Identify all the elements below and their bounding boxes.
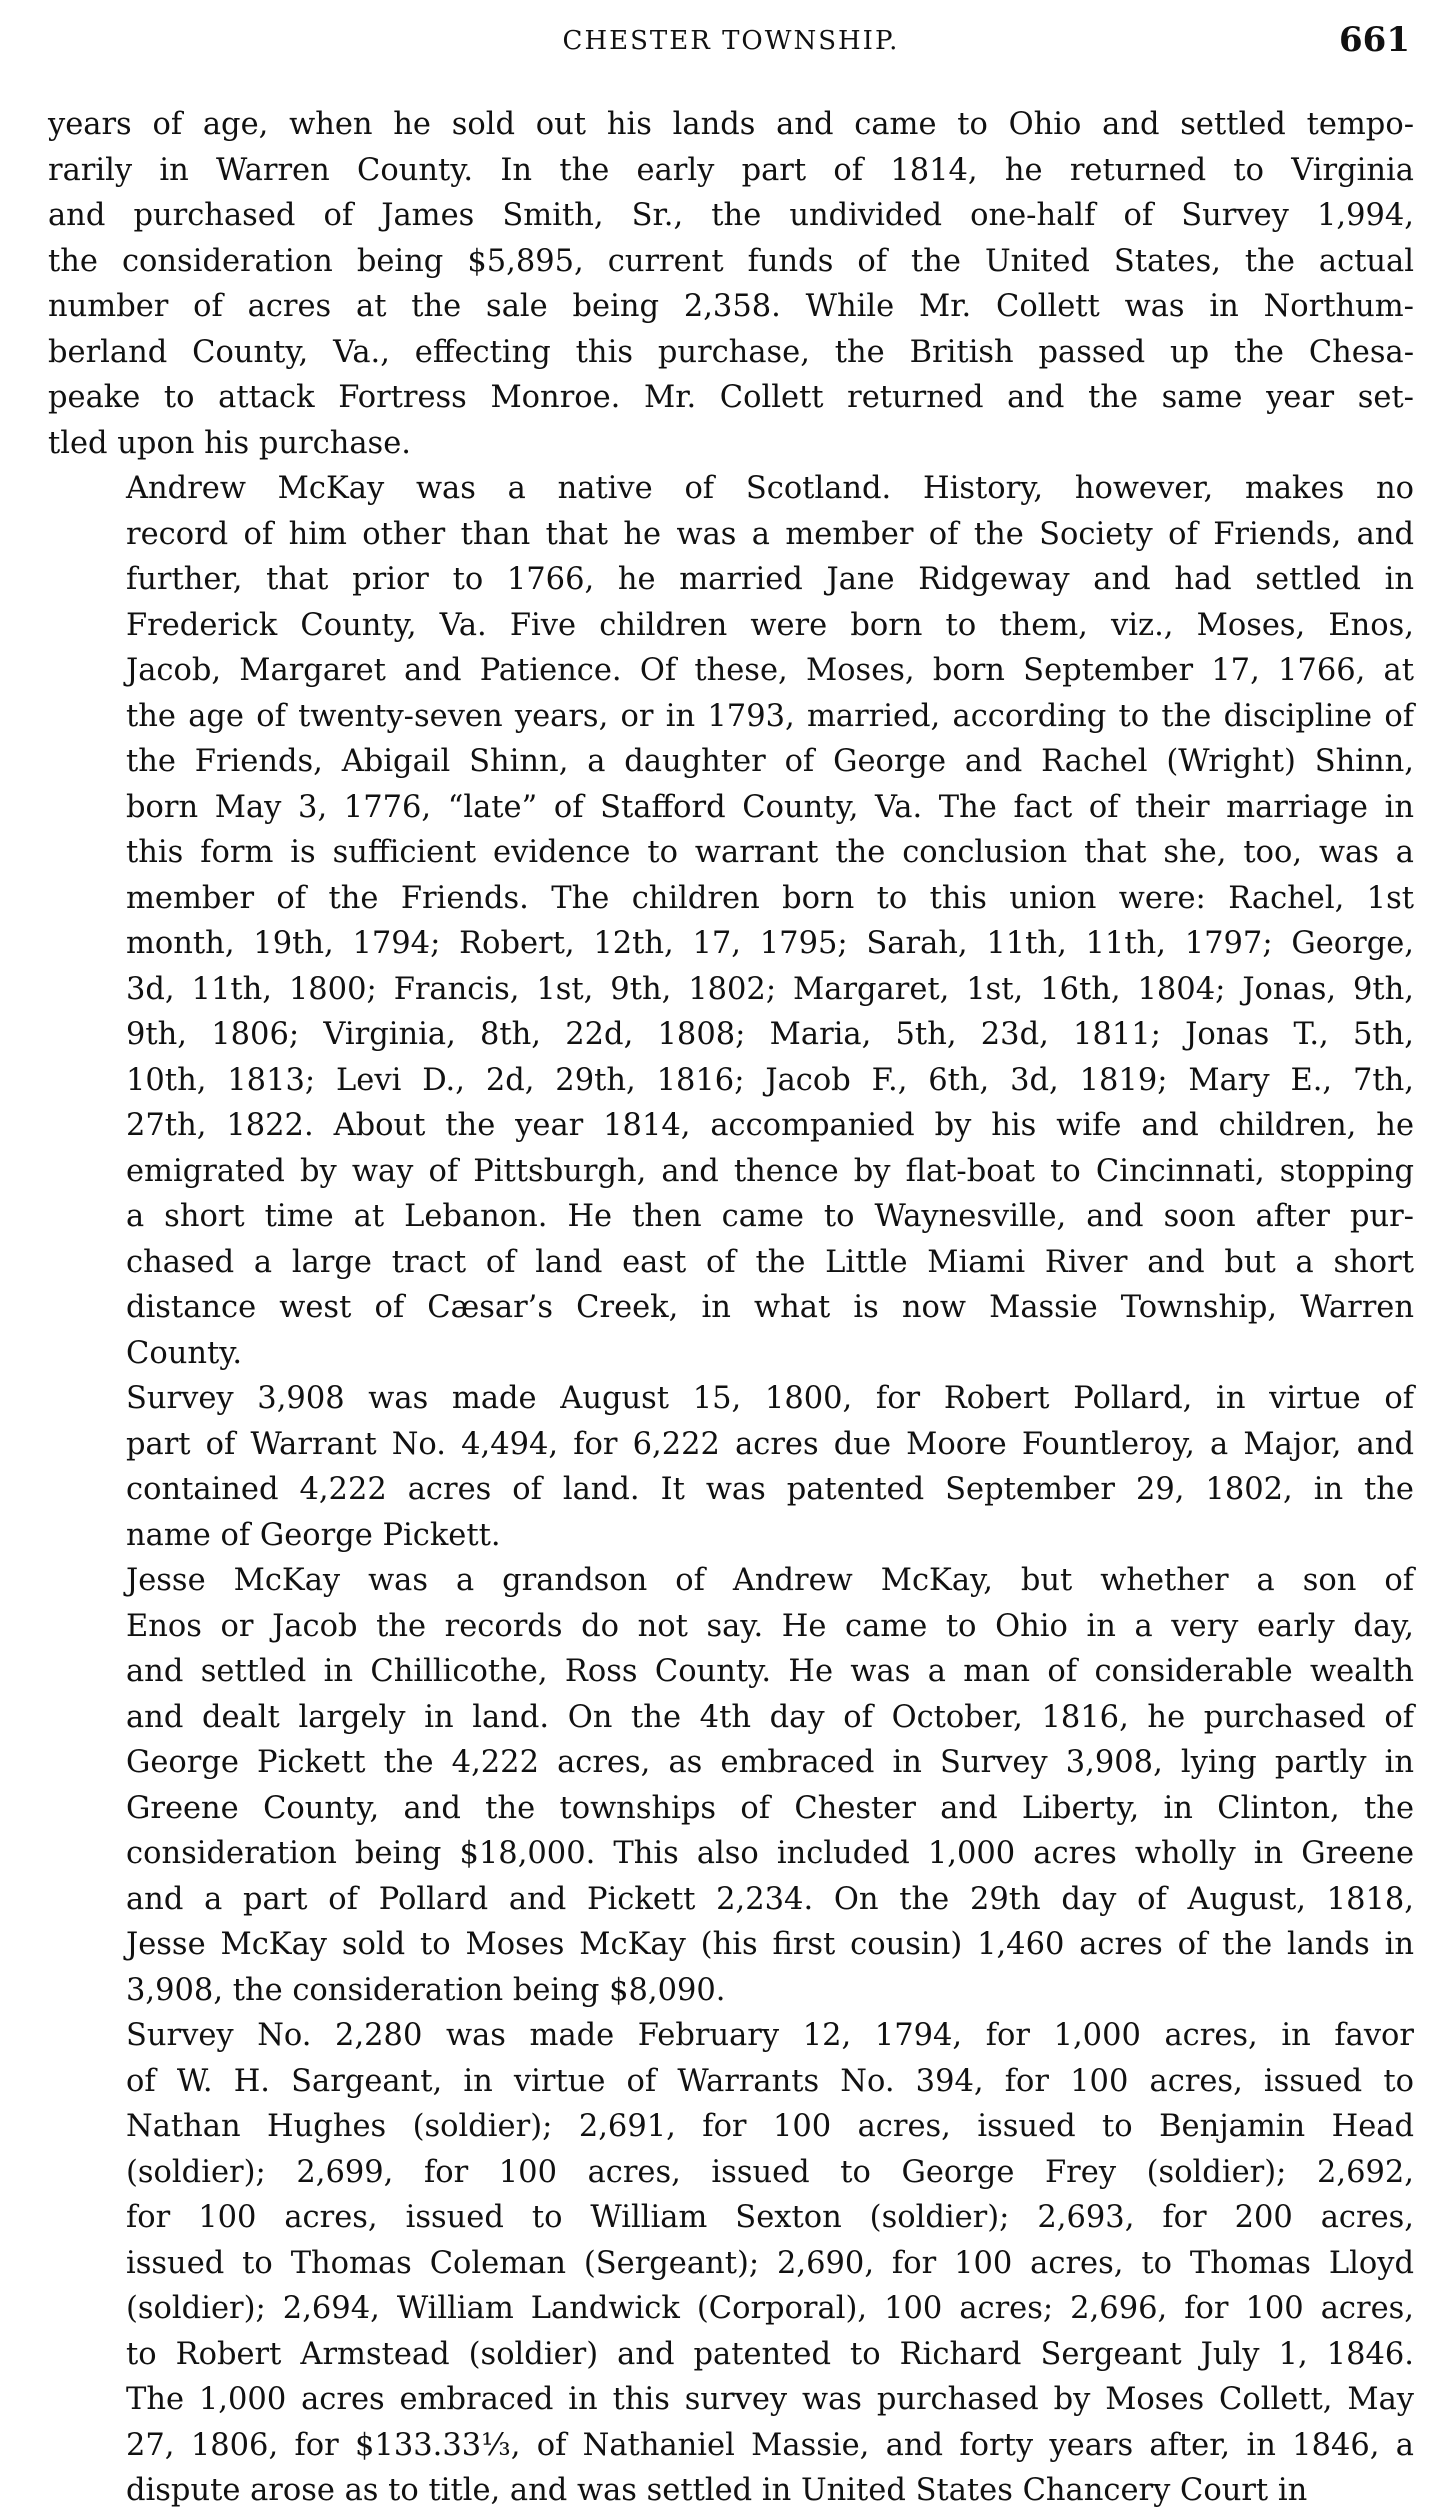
- text-line: further, that prior to 1766, he married Jane Ridgeway and had settled in: [126, 562, 1414, 597]
- page-number: 661: [1339, 20, 1410, 60]
- text-line: Andrew McKay was a native of Scotland. History, however, makes no: [126, 471, 1414, 506]
- text-line: Nathan Hughes (soldier); 2,691, for 100 acres, issued to Benjamin Head: [126, 2109, 1414, 2144]
- text-line: the consideration being $5,895, current funds of the United States, the actual: [48, 243, 1414, 279]
- body-text: [48, 102, 1414, 2514]
- paragraph: [48, 1558, 1414, 2013]
- text-line: contained 4,222 acres of land. It was patented September 29, 1802, in the: [126, 1472, 1414, 1507]
- running-head-title: CHESTER TOWNSHIP.: [562, 26, 900, 56]
- text-line: distance west of Cæsar’s Creek, in what is now Massie Township, Warren: [126, 1290, 1414, 1325]
- text-line: consideration being $18,000. This also included 1,000 acres wholly in Greene: [126, 1836, 1414, 1871]
- text-line: Jesse McKay was a grandson of Andrew McKay, but whether a son of: [126, 1563, 1414, 1598]
- text-line: 3,908, the consideration being $8,090.: [126, 1972, 726, 2008]
- text-line: years of age, when he sold out his lands and came to Ohio and settled tempo-: [48, 107, 1414, 142]
- text-line: rarily in Warren County. In the early part of 1814, he returned to Virginia: [48, 152, 1414, 188]
- text-line: The 1,000 acres embraced in this survey was purchased by Moses Collett, May: [126, 2382, 1414, 2417]
- text-line: the Friends, Abigail Shinn, a daughter of George and Rachel (Wright) Shinn,: [126, 744, 1414, 779]
- text-line: Survey No. 2,280 was made February 12, 1794, for 1,000 acres, in favor: [126, 2018, 1414, 2053]
- text-line: (soldier); 2,694, William Landwick (Corporal), 100 acres; 2,696, for 100 acres,: [126, 2291, 1414, 2326]
- text-line: for 100 acres, issued to William Sexton (soldier); 2,693, for 200 acres,: [126, 2200, 1414, 2235]
- text-line: Frederick County, Va. Five children were born to them, viz., Moses, Enos,: [126, 607, 1414, 643]
- text-line: of W. H. Sargeant, in virtue of Warrants No. 394, for 100 acres, issued to: [126, 2063, 1414, 2099]
- text-line: month, 19th, 1794; Robert, 12th, 17, 1795; Sarah, 11th, 11th, 1797; George,: [126, 926, 1414, 961]
- text-line: 3d, 11th, 1800; Francis, 1st, 9th, 1802; Margaret, 1st, 16th, 1804; Jonas, 9th,: [126, 971, 1414, 1007]
- text-line: and settled in Chillicothe, Ross County. He was a man of considerable wealth: [126, 1654, 1414, 1689]
- text-line: Jesse McKay sold to Moses McKay (his first cousin) 1,460 acres of the lands in: [126, 1927, 1414, 1962]
- paragraph: [48, 1376, 1414, 1558]
- text-line: berland County, Va., effecting this purchase, the British passed up the Chesa-: [48, 334, 1414, 370]
- text-line: peake to attack Fortress Monroe. Mr. Collett returned and the same year set-: [48, 380, 1414, 415]
- text-line: emigrated by way of Pittsburgh, and thence by flat-boat to Cincinnati, stopping: [126, 1153, 1414, 1189]
- text-line: tled upon his purchase.: [48, 425, 411, 461]
- text-line: and dealt largely in land. On the 4th day of October, 1816, he purchased of: [126, 1699, 1414, 1735]
- text-line: part of Warrant No. 4,494, for 6,222 acres due Moore Fountleroy, a Major, and: [126, 1426, 1414, 1462]
- text-line: (soldier); 2,699, for 100 acres, issued to George Frey (soldier); 2,692,: [126, 2154, 1414, 2190]
- text-line: 27, 1806, for $133.33⅓, of Nathaniel Massie, and forty years after, in 1846, a: [126, 2427, 1414, 2463]
- text-line: and purchased of James Smith, Sr., the undivided one-half of Survey 1,994,: [48, 198, 1414, 233]
- text-line: number of acres at the sale being 2,358. While Mr. Collett was in Northum-: [48, 289, 1414, 324]
- text-line: County.: [126, 1335, 243, 1371]
- text-line: Greene County, and the townships of Chester and Liberty, in Clinton, the: [126, 1790, 1414, 1826]
- text-line: this form is sufficient evidence to warrant the conclusion that she, too, was a: [126, 835, 1414, 870]
- text-line: 10th, 1813; Levi D., 2d, 29th, 1816; Jacob F., 6th, 3d, 1819; Mary E., 7th,: [126, 1062, 1414, 1098]
- page-header: [48, 20, 1414, 64]
- text-line: Enos or Jacob the records do not say. He came to Ohio in a very early day,: [126, 1608, 1414, 1644]
- paragraph: [48, 2013, 1414, 2514]
- text-line: issued to Thomas Coleman (Sergeant); 2,690, for 100 acres, to Thomas Lloyd: [126, 2245, 1414, 2281]
- text-line: a short time at Lebanon. He then came to Waynesville, and soon after pur-: [126, 1199, 1414, 1234]
- text-line: the age of twenty-seven years, or in 1793, married, according to the discipline of: [126, 698, 1414, 734]
- paragraph: [48, 102, 1414, 466]
- text-line: born May 3, 1776, “late” of Stafford County, Va. The fact of their marriage in: [126, 789, 1414, 825]
- text-line: member of the Friends. The children born to this union were: Rachel, 1st: [126, 880, 1414, 916]
- text-line: George Pickett the 4,222 acres, as embraced in Survey 3,908, lying partly in: [126, 1745, 1414, 1780]
- book-page: [48, 20, 1414, 2508]
- text-line: 27th, 1822. About the year 1814, accompanied by his wife and children, he: [126, 1108, 1414, 1143]
- text-line: chased a large tract of land east of the Little Miami River and but a short: [126, 1244, 1414, 1280]
- text-line: name of George Pickett.: [126, 1517, 501, 1553]
- text-line: dispute arose as to title, and was settled in United States Chancery Court in: [126, 2473, 1308, 2508]
- text-line: 9th, 1806; Virginia, 8th, 22d, 1808; Maria, 5th, 23d, 1811; Jonas T., 5th,: [126, 1017, 1414, 1052]
- paragraph: [48, 466, 1414, 1376]
- text-line: to Robert Armstead (soldier) and patented to Richard Sergeant July 1, 1846.: [126, 2336, 1414, 2372]
- text-line: Survey 3,908 was made August 15, 1800, for Robert Pollard, in virtue of: [126, 1381, 1414, 1416]
- text-line: and a part of Pollard and Pickett 2,234. On the 29th day of August, 1818,: [126, 1881, 1414, 1917]
- text-line: record of him other than that he was a member of the Society of Friends, and: [126, 516, 1414, 552]
- text-line: Jacob, Margaret and Patience. Of these, Moses, born September 17, 1766, at: [126, 653, 1414, 688]
